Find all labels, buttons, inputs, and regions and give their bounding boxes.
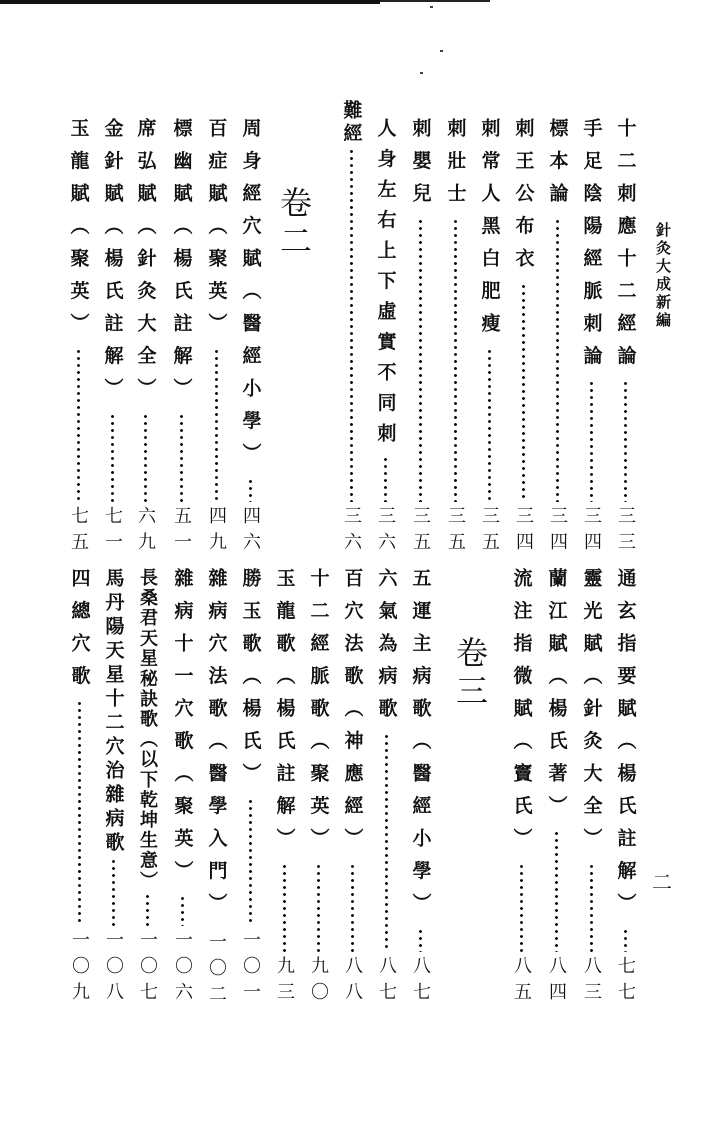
leader-dots bbox=[78, 700, 81, 926]
toc-entry-title: 手足陰陽經脈刺論 bbox=[580, 118, 603, 378]
toc-entry[interactable] bbox=[370, 118, 400, 558]
toc-entry-page: 五一 bbox=[171, 506, 192, 558]
toc-entry-page: 八四 bbox=[546, 956, 567, 1008]
toc-entry-title: 十二經脈歌（聚英） bbox=[307, 568, 330, 861]
toc-entry-title: 六氣為病歌 bbox=[375, 568, 398, 731]
leader-dots bbox=[384, 456, 387, 503]
toc-entry-page: 一〇七 bbox=[137, 930, 158, 1008]
leader-dots bbox=[180, 413, 183, 503]
toc-entry[interactable] bbox=[440, 118, 470, 558]
leader-dots bbox=[146, 893, 149, 926]
toc-entry-title: 人身左右上下虛實不同刺 bbox=[374, 118, 397, 454]
toc-entry-title: 雜病穴法歌（醫學入門） bbox=[205, 568, 228, 926]
leader-dots bbox=[590, 380, 593, 502]
toc-entry-title: 四總穴歌 bbox=[68, 568, 91, 698]
toc-entry-title: 五運主病歌（醫經小學） bbox=[409, 568, 432, 926]
leader-dots bbox=[385, 733, 388, 953]
toc-entry-page: 八五 bbox=[511, 956, 532, 1008]
toc-entry[interactable] bbox=[541, 568, 571, 1008]
toc-entry[interactable] bbox=[371, 568, 401, 1008]
leader-dots bbox=[419, 928, 422, 953]
toc-entry[interactable] bbox=[506, 568, 536, 1008]
toc-entry-page: 六九 bbox=[135, 506, 156, 558]
toc-entry-title: 通玄指要賦（楊氏註解） bbox=[614, 568, 637, 926]
toc-entry[interactable] bbox=[405, 568, 435, 1008]
toc-entry[interactable] bbox=[235, 568, 265, 1008]
toc-entry-page: 三四 bbox=[581, 506, 602, 558]
toc-entry-page: 三五 bbox=[479, 506, 500, 558]
toc-entry-title: 百穴法歌（神應經） bbox=[341, 568, 364, 861]
toc-entry[interactable] bbox=[235, 118, 265, 558]
toc-entry-title: 蘭江賦（楊氏著） bbox=[545, 568, 568, 828]
toc-entry-title: 玉龍歌（楊氏註解） bbox=[273, 568, 296, 861]
leader-dots bbox=[77, 348, 80, 503]
toc-entry[interactable] bbox=[610, 568, 640, 1008]
toc-entry-page: 七七 bbox=[615, 956, 636, 1008]
leader-dots bbox=[556, 218, 559, 503]
toc-entry[interactable] bbox=[576, 118, 606, 558]
toc-entry-title: 席弘賦（針灸大全） bbox=[134, 118, 157, 411]
toc-entry[interactable] bbox=[97, 118, 127, 558]
toc-entry-page: 四九 bbox=[206, 506, 227, 558]
toc-entry-page: 八三 bbox=[581, 956, 602, 1008]
page-folio-number: 二 bbox=[652, 870, 672, 894]
toc-entry-page: 一〇二 bbox=[206, 931, 227, 1010]
toc-entry-title: 金針賦（楊氏註解） bbox=[101, 118, 124, 411]
toc-entry[interactable] bbox=[474, 118, 504, 558]
leader-dots bbox=[144, 413, 147, 503]
toc-entry[interactable] bbox=[508, 118, 538, 558]
toc-entry[interactable] bbox=[576, 568, 606, 1008]
leader-dots bbox=[522, 283, 525, 503]
toc-entry[interactable] bbox=[542, 118, 572, 558]
scan-edge-line bbox=[380, 0, 490, 2]
toc-entry-page: 三四 bbox=[547, 506, 568, 558]
toc-entry-page: 三五 bbox=[445, 506, 466, 558]
scan-speck bbox=[430, 6, 433, 8]
toc-entry[interactable] bbox=[64, 568, 94, 1008]
section-heading-juan-2: 卷二 bbox=[275, 186, 313, 262]
toc-entry[interactable] bbox=[166, 118, 196, 558]
toc-entry-title: 勝玉歌（楊氏） bbox=[239, 568, 262, 796]
leader-dots bbox=[249, 798, 252, 927]
toc-entry[interactable] bbox=[167, 568, 197, 1008]
toc-entry[interactable] bbox=[130, 118, 160, 558]
leader-dots bbox=[590, 863, 593, 953]
toc-entry-title: 刺壯士 bbox=[444, 118, 467, 216]
leader-dots bbox=[112, 858, 115, 926]
toc-entry-page: 四六 bbox=[240, 506, 261, 558]
running-header-book-title: 針灸大成新編 bbox=[654, 222, 672, 330]
toc-entry-title: 十二刺應十二經論 bbox=[614, 118, 637, 378]
leader-dots bbox=[419, 218, 422, 503]
toc-entry[interactable] bbox=[98, 568, 128, 1008]
leader-dots bbox=[317, 863, 320, 953]
toc-entry-page: 八七 bbox=[410, 956, 431, 1008]
toc-entry-title: 長桑君天星秘訣歌（以下乾坤生意） bbox=[137, 568, 158, 892]
leader-dots bbox=[624, 380, 627, 502]
toc-entry-title: 刺嬰兒 bbox=[409, 118, 432, 216]
leader-dots bbox=[249, 478, 252, 503]
leader-dots bbox=[555, 830, 558, 952]
toc-entry[interactable] bbox=[201, 118, 231, 558]
leader-dots bbox=[520, 863, 523, 953]
toc-entry-page: 一〇八 bbox=[103, 930, 124, 1008]
toc-entry-page: 一〇九 bbox=[69, 930, 90, 1008]
toc-entry-page: 九三 bbox=[274, 956, 295, 1008]
toc-entry-title: 難經 bbox=[340, 100, 363, 146]
toc-entry-title: 刺常人黑白肥瘦 bbox=[478, 118, 501, 346]
scan-speck bbox=[440, 50, 443, 52]
leader-dots bbox=[283, 863, 286, 953]
leader-dots bbox=[454, 218, 457, 503]
toc-entry[interactable] bbox=[269, 568, 299, 1008]
toc-entry-page: 一〇六 bbox=[172, 930, 193, 1008]
toc-entry-title: 流注指微賦（竇氏） bbox=[510, 568, 533, 861]
toc-entry-title: 百症賦（聚英） bbox=[205, 118, 228, 346]
toc-entry-page: 三六 bbox=[341, 506, 362, 558]
toc-entry-page: 三五 bbox=[410, 506, 431, 558]
toc-entry-title: 雜病十一穴歌（聚英） bbox=[171, 568, 194, 893]
toc-entry-title: 刺王公布衣 bbox=[512, 118, 535, 281]
leader-dots bbox=[111, 413, 114, 503]
scan-edge-line bbox=[0, 0, 380, 4]
scan-speck bbox=[420, 72, 423, 74]
toc-entry-page: 七一 bbox=[102, 506, 123, 558]
leader-dots bbox=[488, 348, 491, 503]
toc-entry-page: 三六 bbox=[375, 506, 396, 558]
leader-dots bbox=[350, 148, 353, 502]
toc-entry[interactable] bbox=[63, 118, 93, 558]
toc-entry-title: 標本論 bbox=[546, 118, 569, 216]
section-heading-juan-3: 卷三 bbox=[451, 636, 489, 712]
toc-entry[interactable] bbox=[610, 118, 640, 558]
toc-entry-page: 九〇 bbox=[308, 956, 329, 1008]
toc-entry-title: 玉龍賦（聚英） bbox=[67, 118, 90, 346]
toc-entry-title: 周身經穴賦（醫經小學） bbox=[239, 118, 262, 476]
leader-dots bbox=[351, 863, 354, 953]
toc-entry[interactable] bbox=[303, 568, 333, 1008]
toc-entry-page: 八八 bbox=[342, 956, 363, 1008]
toc-entry[interactable] bbox=[132, 568, 162, 1008]
toc-entry-page: 三四 bbox=[513, 506, 534, 558]
toc-entry-page: 七五 bbox=[68, 506, 89, 558]
toc-entry-title: 標幽賦（楊氏註解） bbox=[170, 118, 193, 411]
toc-entry-page: 八七 bbox=[376, 956, 397, 1008]
leader-dots bbox=[624, 928, 627, 953]
toc-entry-title: 馬丹陽天星十二穴治雜病歌 bbox=[102, 568, 125, 856]
leader-dots bbox=[181, 895, 184, 926]
toc-entry-title: 靈光賦（針灸大全） bbox=[580, 568, 603, 861]
toc-entry[interactable] bbox=[405, 118, 435, 558]
toc-entry[interactable] bbox=[336, 100, 366, 558]
toc-entry-page: 三三 bbox=[615, 506, 636, 558]
toc-entry[interactable] bbox=[201, 568, 231, 1008]
toc-entry-page: 一〇一 bbox=[240, 930, 261, 1008]
toc-entry[interactable] bbox=[337, 568, 367, 1008]
leader-dots bbox=[215, 348, 218, 503]
